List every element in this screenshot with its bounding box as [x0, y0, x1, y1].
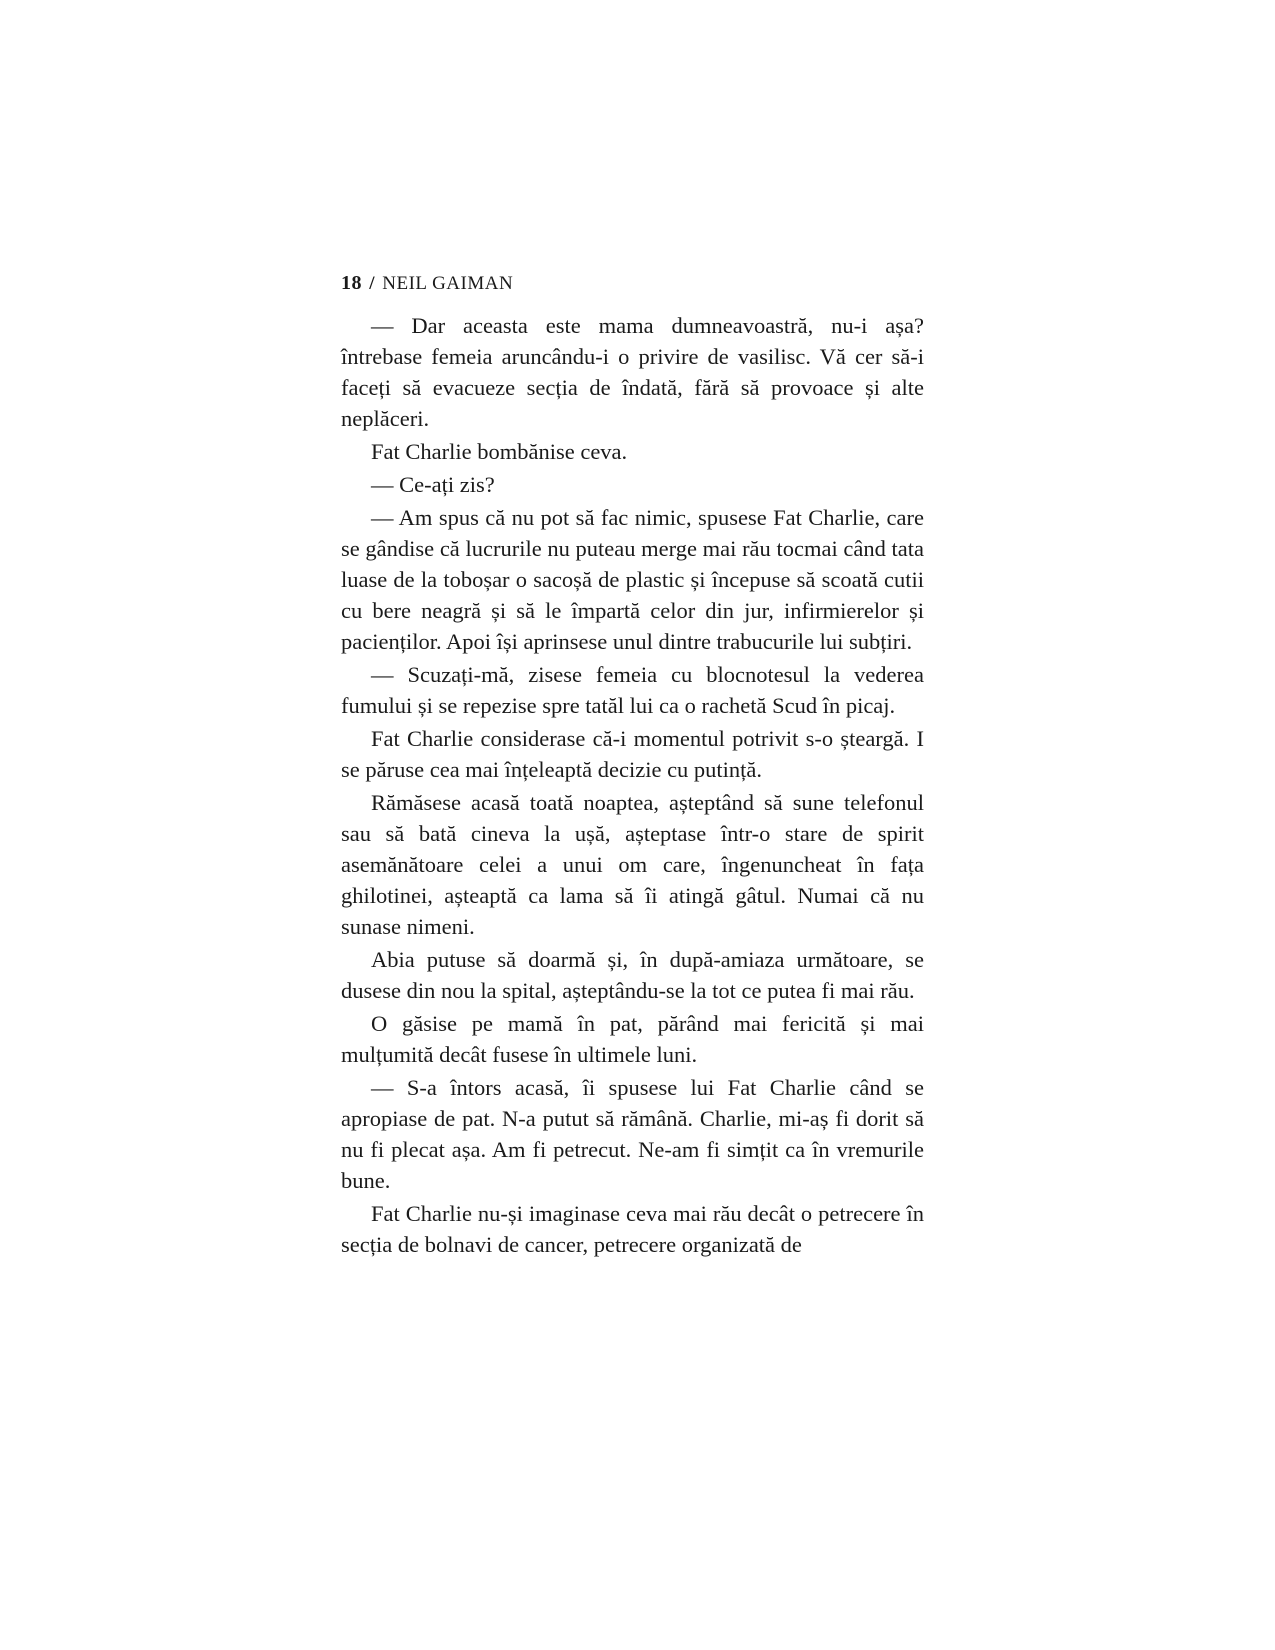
running-header — [341, 272, 513, 295]
paragraph: Fat Charlie nu-și imaginase ceva mai rău decât o petrecere în secția de bolnavi de cancer, petrecere organizată de — [341, 1201, 924, 1257]
paragraph: — Am spus că nu pot să fac nimic, spusese Fat Charlie, care se gândise că lucrurile nu puteau merge mai rău tocmai când tata luase de la toboșar o sacoșă de plastic și începuse să scoată cutii cu bere neagră și să le împartă celor din jur, infirmierelor și pacienților. Apoi își aprinsese unul dintre trabucurile lui subțiri. — [341, 505, 924, 654]
paragraph: — Scuzați-mă, zisese femeia cu blocnotesul la vederea fumului și se repezise spre tatăl lui ca o rachetă Scud în picaj. — [341, 662, 924, 718]
paragraph: Fat Charlie considerase că-i momentul potrivit s-o șteargă. I se păruse cea mai înțeleaptă decizie cu putință. — [341, 726, 924, 782]
paragraph: — Dar aceasta este mama dumneavoastră, nu-i așa? întrebase femeia aruncându-i o privire de vasilisc. Vă cer să-i faceți să evacueze secția de îndată, fără să provoace și alte neplăceri. — [341, 313, 924, 431]
paragraph: — Ce-ați zis? — [371, 472, 495, 497]
paragraph: Abia putuse să doarmă și, în după-amiaza următoare, se dusese din nou la spital, așteptându-se la tot ce putea fi mai rău. — [341, 947, 924, 1003]
header-separator: / — [369, 273, 376, 294]
author-name: NEIL GAIMAN — [382, 273, 514, 294]
page-number: 18 — [341, 272, 362, 294]
paragraph: Fat Charlie bombănise ceva. — [371, 439, 628, 464]
paragraph: Rămăsese acasă toată noaptea, așteptând să sune telefonul sau să bată cineva la ușă, așteptase într-o stare de spirit asemănătoare celei a unui om care, îngenuncheat în fața ghilotinei, așteaptă ca lama să îi atingă gâtul. Numai că nu sunase nimeni. — [341, 790, 924, 939]
paragraph: O găsise pe mamă în pat, părând mai fericită și mai mulțumită decât fusese în ultimele luni. — [341, 1011, 924, 1067]
paragraph: — S-a întors acasă, îi spusese lui Fat Charlie când se apropiase de pat. N-a putut să rămână. Charlie, mi-aș fi dorit să nu fi plecat așa. Am fi petrecut. Ne-am fi simțit ca în vremurile bune. — [341, 1075, 924, 1193]
body-text — [341, 310, 924, 1262]
